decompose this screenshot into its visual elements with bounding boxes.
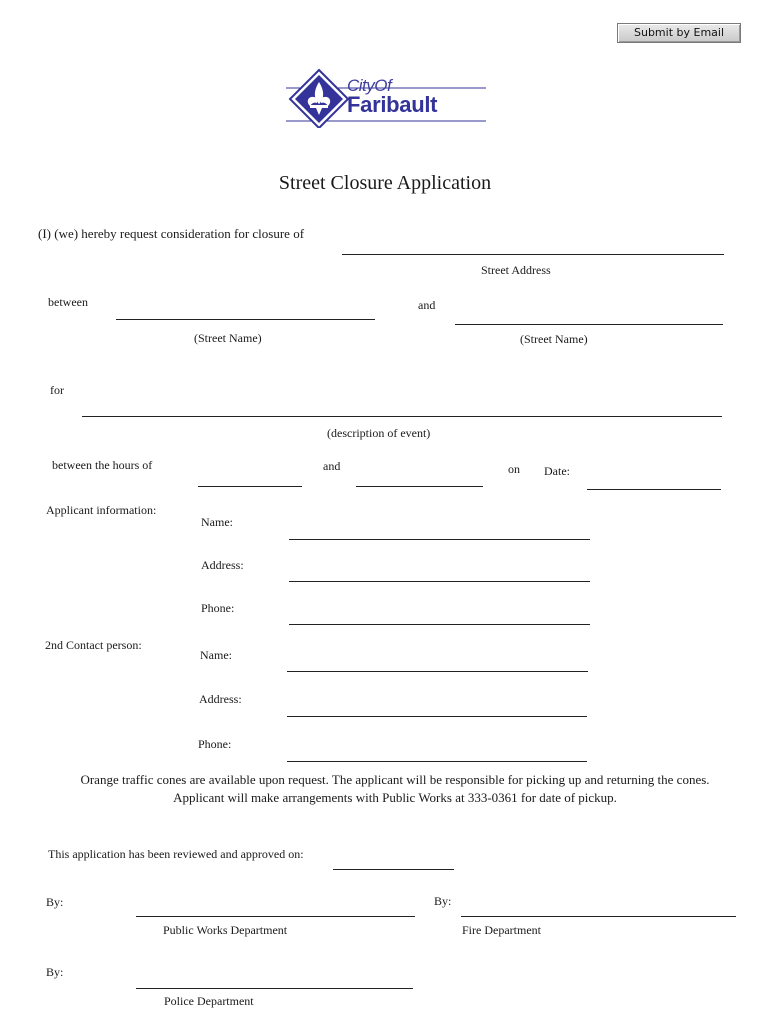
logo-name-text: Faribault (347, 92, 438, 117)
police-caption: Police Department (164, 994, 254, 1008)
contact-name-label: Name: (200, 648, 232, 662)
fire-signature-field[interactable] (461, 900, 736, 916)
logo-city-text: CityOf (347, 76, 392, 95)
submit-by-email-button[interactable]: Submit by Email (617, 23, 741, 43)
contact-address-label: Address: (199, 692, 242, 706)
public-works-caption: Public Works Department (163, 923, 288, 937)
on-label: on (508, 462, 520, 476)
street-name-caption-right: (Street Name) (520, 332, 588, 346)
cones-notice-line2: Applicant will make arrangements with Public Works at 333-0361 for date of pickup. (173, 790, 617, 805)
applicant-name-label: Name: (201, 515, 233, 529)
applicant-name-field[interactable] (289, 523, 590, 539)
start-time-field[interactable] (198, 470, 302, 486)
second-contact-label: 2nd Contact person: (45, 638, 142, 652)
approval-date-field[interactable] (333, 853, 454, 869)
event-description-field[interactable] (82, 400, 722, 416)
applicant-info-label: Applicant information: (46, 503, 157, 517)
by-label-fire: By: (434, 894, 452, 908)
applicant-phone-field[interactable] (289, 608, 590, 624)
street-name-caption-left: (Street Name) (194, 331, 262, 345)
date-label: Date: (544, 464, 570, 478)
police-signature-field[interactable] (136, 972, 413, 988)
by-label-police: By: (46, 965, 64, 979)
applicant-phone-label: Phone: (201, 601, 235, 615)
contact-phone-field[interactable] (287, 745, 587, 761)
for-label: for (50, 383, 64, 397)
contact-name-field[interactable] (287, 655, 588, 671)
from-street-name-field[interactable] (116, 303, 375, 319)
street-address-field[interactable] (342, 238, 724, 254)
page-title: Street Closure Application (278, 172, 492, 194)
event-date-field[interactable] (587, 473, 721, 489)
between-label: between (48, 295, 88, 309)
hours-and-label: and (323, 459, 341, 473)
and-label: and (418, 298, 436, 312)
street-address-caption: Street Address (481, 263, 551, 277)
description-caption: (description of event) (327, 426, 431, 440)
contact-phone-label: Phone: (198, 737, 232, 751)
applicant-address-field[interactable] (289, 565, 590, 581)
request-text: (I) (we) hereby request consideration for closure of (38, 226, 305, 241)
public-works-signature-field[interactable] (136, 900, 415, 916)
applicant-address-label: Address: (201, 558, 244, 572)
approved-label: This application has been reviewed and approved on: (48, 847, 304, 861)
fire-caption: Fire Department (462, 923, 541, 937)
hours-label: between the hours of (52, 458, 153, 472)
by-label-public-works: By: (46, 895, 64, 909)
end-time-field[interactable] (356, 470, 483, 486)
cones-notice-line1: Orange traffic cones are available upon request. The applicant will be responsible for picking up and returning the cones. (80, 772, 710, 787)
to-street-name-field[interactable] (455, 308, 723, 324)
contact-address-field[interactable] (287, 700, 587, 716)
